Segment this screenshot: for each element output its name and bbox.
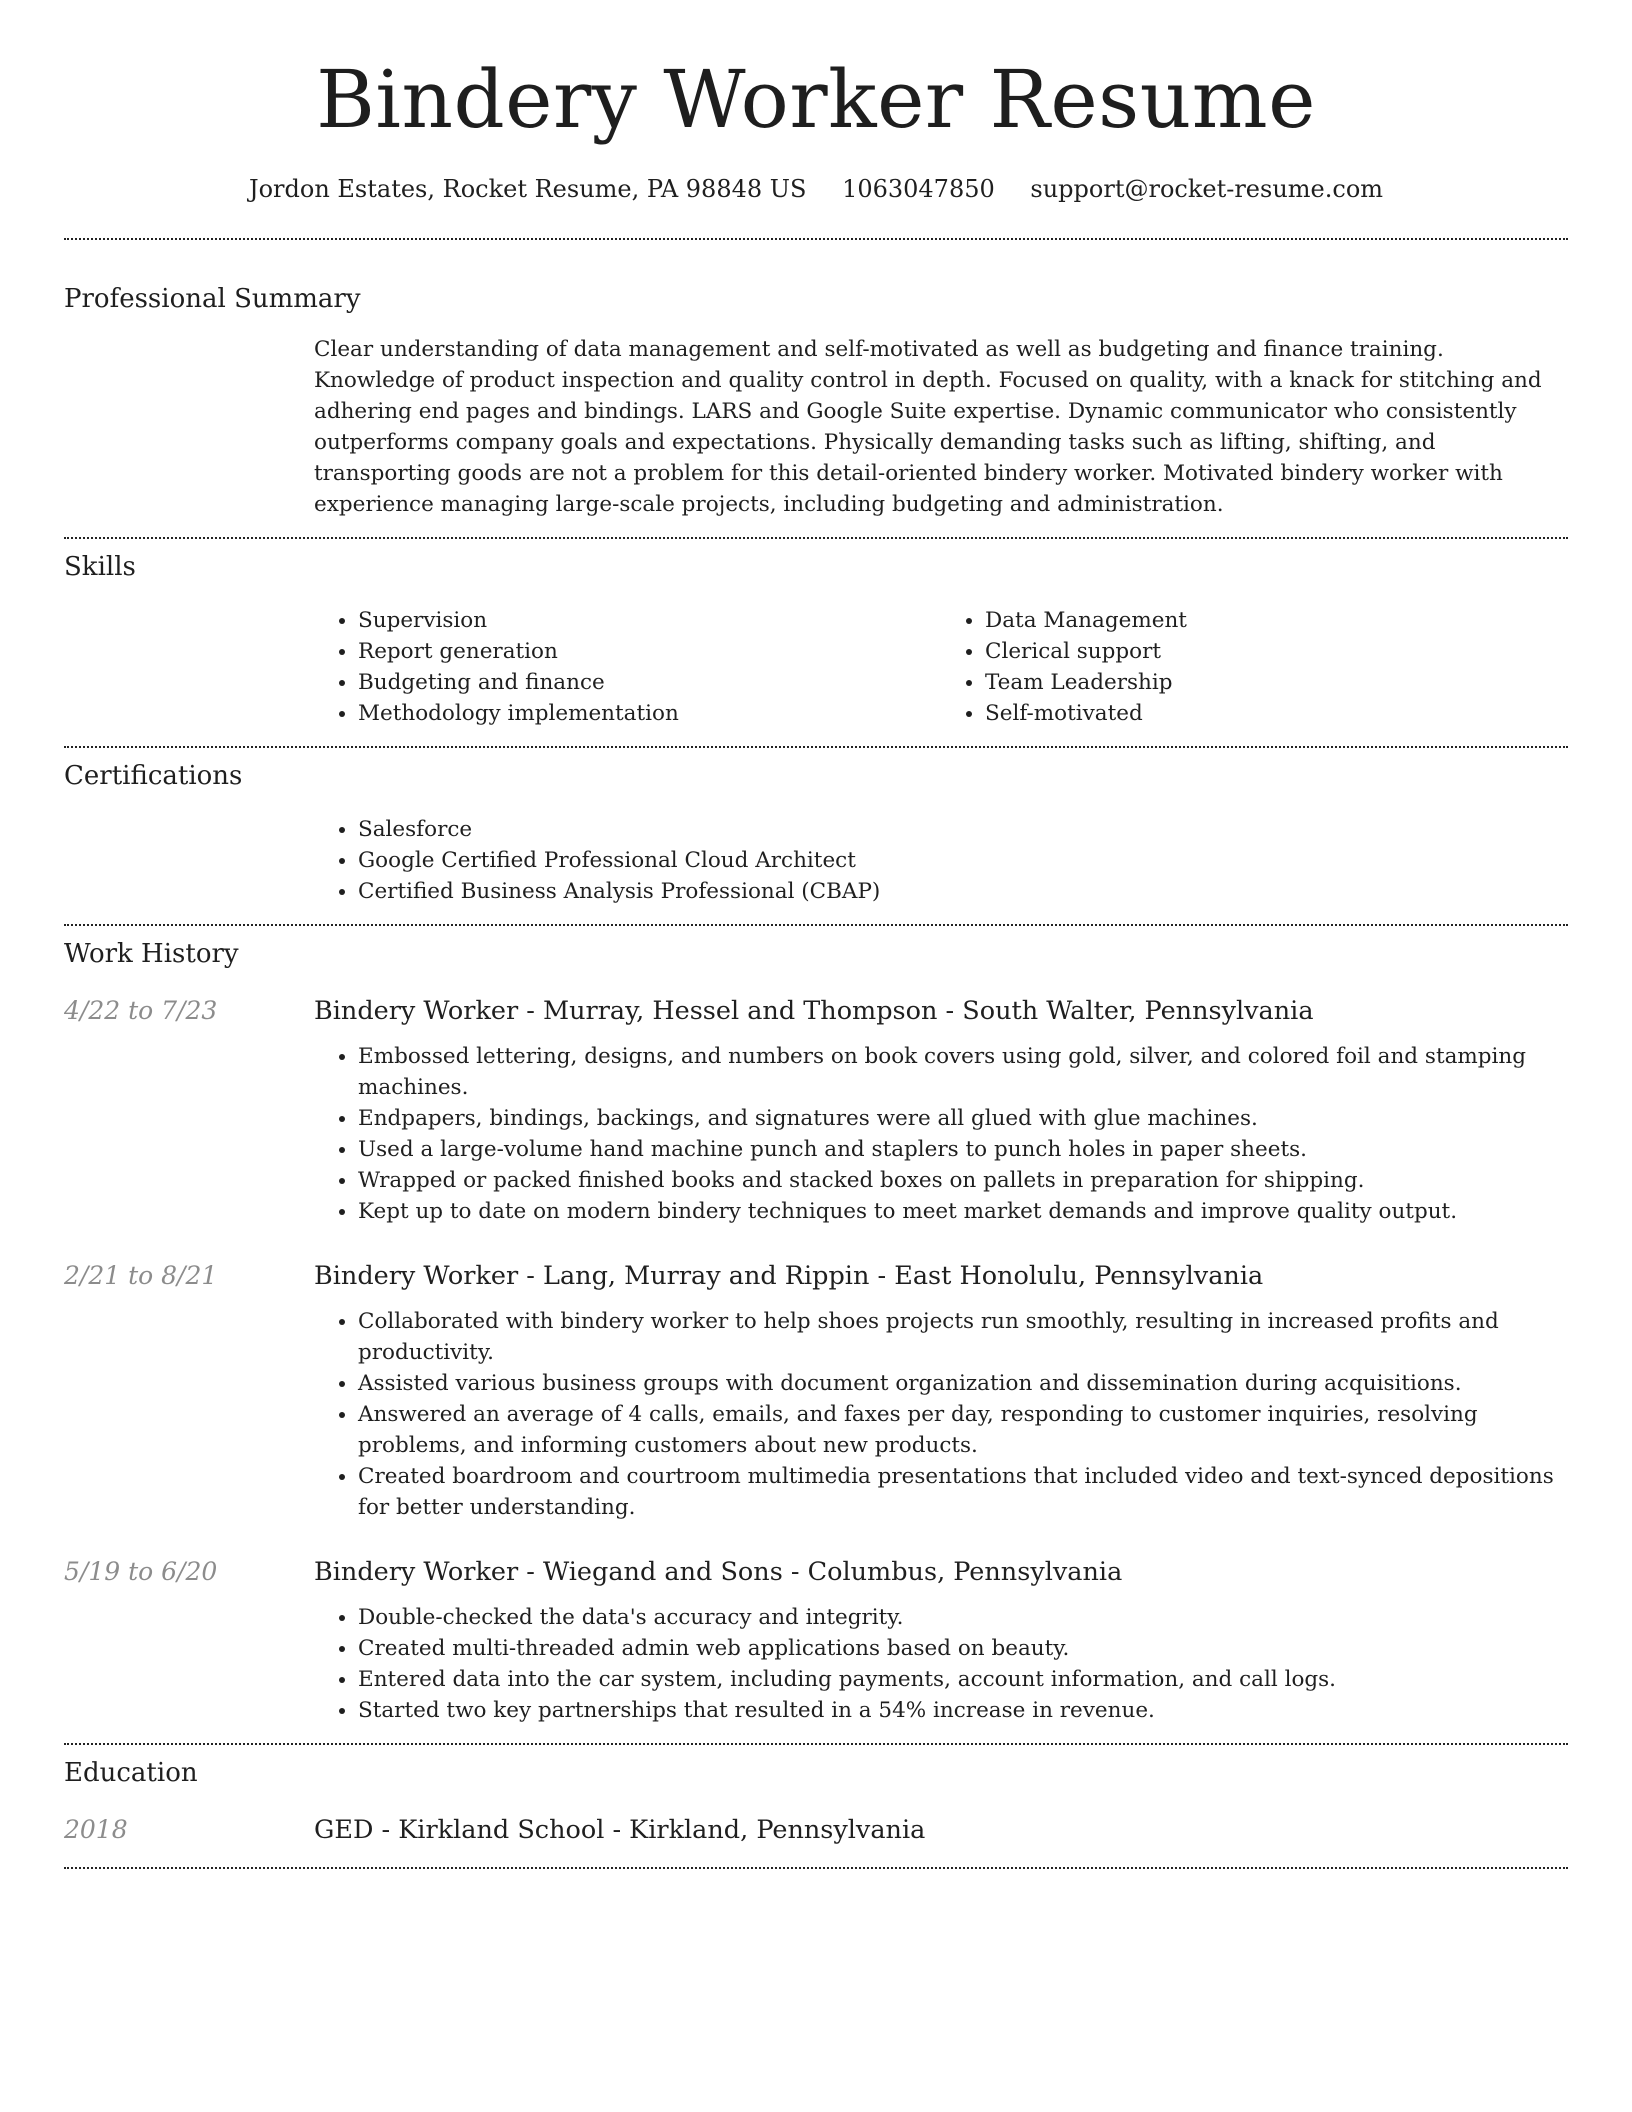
job-bullet: • Created boardroom and courtroom multimedia presentations that included video and text-synced depositions for better understanding. [358,1461,1568,1523]
job-bullet: • Collaborated with bindery worker to help shoes projects run smoothly, resulting in increased profits and productivity. [358,1306,1568,1368]
skill-item: • Data Management [985,605,1568,636]
job-title: Bindery Worker - Lang, Murray and Rippin - East Honolulu, Pennsylvania [314,1261,1264,1291]
job-entry [64,1555,1568,1726]
divider [64,1743,1568,1745]
job-bullet: • Wrapped or packed finished books and stacked boxes on pallets in preparation for shipping. [358,1165,1568,1196]
divider [64,238,1568,240]
job-bullet: • Assisted various business groups with document organization and dissemination during acquisitions. [358,1368,1568,1399]
certification-item: • Certified Business Analysis Professional (CBAP) [358,876,1568,907]
job-bullet: • Double-checked the data's accuracy and integrity. [358,1602,1568,1633]
skills-list [314,605,1568,729]
job-dates: 2/21 to 8/21 [64,1261,218,1290]
skills-column-left [314,605,941,729]
job-title: Bindery Worker - Wiegand and Sons - Columbus, Pennsylvania [314,1557,1123,1587]
education-section [64,1756,1568,1847]
skill-item: • Clerical support [985,636,1568,667]
certifications-section [64,759,1568,907]
skill-item: • Supervision [358,605,941,636]
job-bullet: • Created multi-threaded admin web applications based on beauty. [358,1633,1568,1664]
divider [64,1867,1568,1869]
job-header [64,1555,1568,1589]
skill-item: • Budgeting and finance [358,667,941,698]
job-dates: 4/22 to 7/23 [64,996,218,1025]
job-dates: 5/19 to 6/20 [64,1557,218,1586]
divider [64,537,1568,539]
certification-item: • Google Certified Professional Cloud Architect [358,845,1568,876]
education-year: 2018 [64,1815,128,1844]
summary-section [64,282,1568,520]
contact-phone: 1063047850 [842,175,995,203]
section-title-education: Education [64,1758,198,1788]
skill-item: • Self-motivated [985,698,1568,729]
job-header [64,994,1568,1028]
job-bullet: • Kept up to date on modern bindery techniques to meet market demands and improve quality output. [358,1196,1568,1227]
contact-email: support@rocket-resume.com [1030,175,1384,203]
job-bullet: • Used a large-volume hand machine punch and staplers to punch holes in paper sheets. [358,1134,1568,1165]
summary-text: Clear understanding of data management and self-motivated as well as budgeting and finance training. Knowledge of product inspection and quality control in depth. Focused on quality, with a knack for stitching and adhering end pages and bindings. LARS and Google Suite expertise. Dynamic communicator who consistently outperforms company goals and expectations. Physically demanding tasks such as lifting, shifting, and transporting goods are not a problem for this detail-oriented bindery worker. Motivated bindery worker with experience managing large-scale projects, including budgeting and administration. [314,337,1542,517]
certification-item: • Salesforce [358,814,1568,845]
work-history-section [64,937,1568,1726]
certifications-list [314,814,1568,907]
section-title-work-history: Work History [64,939,239,969]
section-title-summary: Professional Summary [64,284,361,314]
section-title-certifications: Certifications [64,761,243,791]
skill-item: • Team Leadership [985,667,1568,698]
job-bullet: • Entered data into the car system, including payments, account information, and call logs. [358,1664,1568,1695]
resume-title: Bindery Worker Resume [316,53,1316,146]
skills-column-right [941,605,1568,729]
job-bullets [314,1602,1568,1726]
education-entry [64,1813,1568,1847]
job-entry [64,994,1568,1227]
job-title: Bindery Worker - Murray, Hessel and Thompson - South Walter, Pennsylvania [314,996,1314,1026]
job-bullets [314,1306,1568,1523]
job-entry [64,1259,1568,1523]
job-bullets [314,1041,1568,1227]
divider [64,924,1568,926]
job-header [64,1259,1568,1293]
divider [64,746,1568,748]
education-title: GED - Kirkland School - Kirkland, Pennsylvania [314,1815,926,1845]
skill-item: • Report generation [358,636,941,667]
job-bullet: • Started two key partnerships that resulted in a 54% increase in revenue. [358,1695,1568,1726]
job-bullet: • Endpapers, bindings, backings, and signatures were all glued with glue machines. [358,1103,1568,1134]
skills-section [64,550,1568,729]
section-title-skills: Skills [64,552,136,582]
skill-item: • Methodology implementation [358,698,941,729]
contact-address: Jordon Estates, Rocket Resume, PA 98848 US [248,175,807,203]
job-bullet: • Embossed lettering, designs, and numbers on book covers using gold, silver, and colored foil and stamping machines. [358,1041,1568,1103]
job-bullet: • Answered an average of 4 calls, emails, and faxes per day, responding to customer inquiries, resolving problems, and informing customers about new products. [358,1399,1568,1461]
contact-line [64,172,1568,206]
